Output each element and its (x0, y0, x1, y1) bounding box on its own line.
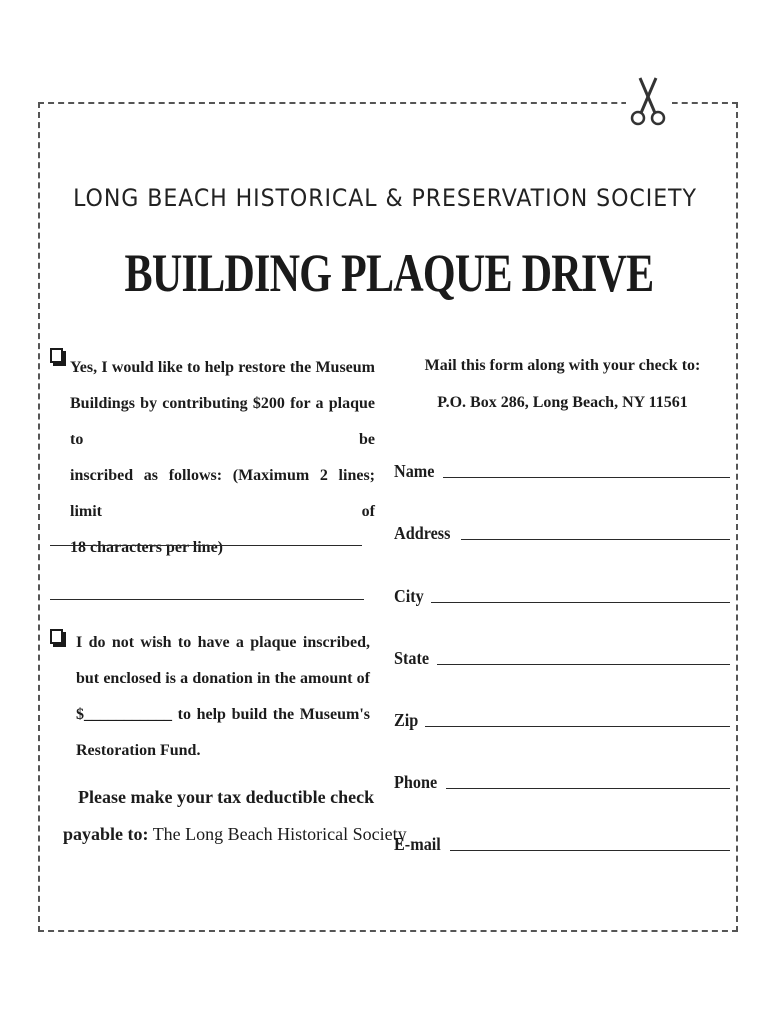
donation-option-line: Restoration Fund. (76, 742, 201, 759)
plaque-option-text (70, 350, 375, 566)
name-row (394, 456, 730, 482)
city-field[interactable] (431, 602, 730, 603)
email-label: E-mail (394, 834, 441, 854)
zip-label: Zip (394, 710, 419, 730)
plaque-option-line: Yes, I would like to help restore the Museum (70, 359, 375, 376)
donation-option-line: but enclosed is a donation in the amount of (76, 670, 370, 687)
city-row (394, 581, 730, 607)
zip-field[interactable] (425, 726, 730, 727)
plaque-option-line: inscribed as follows: (Maximum 2 lines; limit of (70, 467, 375, 520)
email-row (394, 829, 730, 855)
zip-row (394, 705, 730, 731)
phone-field[interactable] (446, 788, 730, 789)
name-field[interactable] (443, 477, 730, 478)
inscription-line-2[interactable] (50, 599, 364, 600)
donation-option-line: I do not wish to have a plaque inscribed, (76, 634, 370, 651)
address-row (394, 518, 730, 544)
state-field[interactable] (437, 664, 730, 665)
mail-instruction: Mail this form along with your check to: (424, 357, 701, 374)
phone-row (394, 767, 730, 793)
donation-option-text (76, 625, 370, 769)
city-label: City (394, 586, 424, 606)
tax-note-line (78, 787, 374, 808)
email-field[interactable] (450, 850, 730, 851)
page-title: BUILDING PLAQUE DRIVE (124, 243, 654, 303)
donation-option-line: $___________ to help build the Museum's (76, 706, 370, 723)
state-row (394, 643, 730, 669)
plaque-option-line: 18 characters per line) (70, 539, 223, 556)
scissors-icon (626, 72, 672, 130)
address-label: Address (394, 523, 451, 543)
phone-label: Phone (394, 772, 438, 792)
tax-note-text: Please make your tax deductible check (78, 787, 375, 807)
name-label: Name (394, 461, 435, 481)
inscription-line-1[interactable] (50, 545, 362, 546)
mail-address: P.O. Box 286, Long Beach, NY 11561 (437, 394, 688, 411)
plaque-option-line: Buildings by contributing $200 for a plaque to be (70, 395, 375, 448)
payable-to-line (63, 824, 407, 845)
plaque-checkbox[interactable] (50, 348, 63, 363)
payable-label: payable to: (63, 824, 149, 844)
address-field[interactable] (461, 539, 730, 540)
state-label: State (394, 648, 430, 668)
organization-name: LONG BEACH HISTORICAL & PRESERVATION SOCIETY (73, 184, 697, 212)
donation-checkbox[interactable] (50, 629, 63, 644)
payee-name: The Long Beach Historical Society (152, 824, 407, 844)
